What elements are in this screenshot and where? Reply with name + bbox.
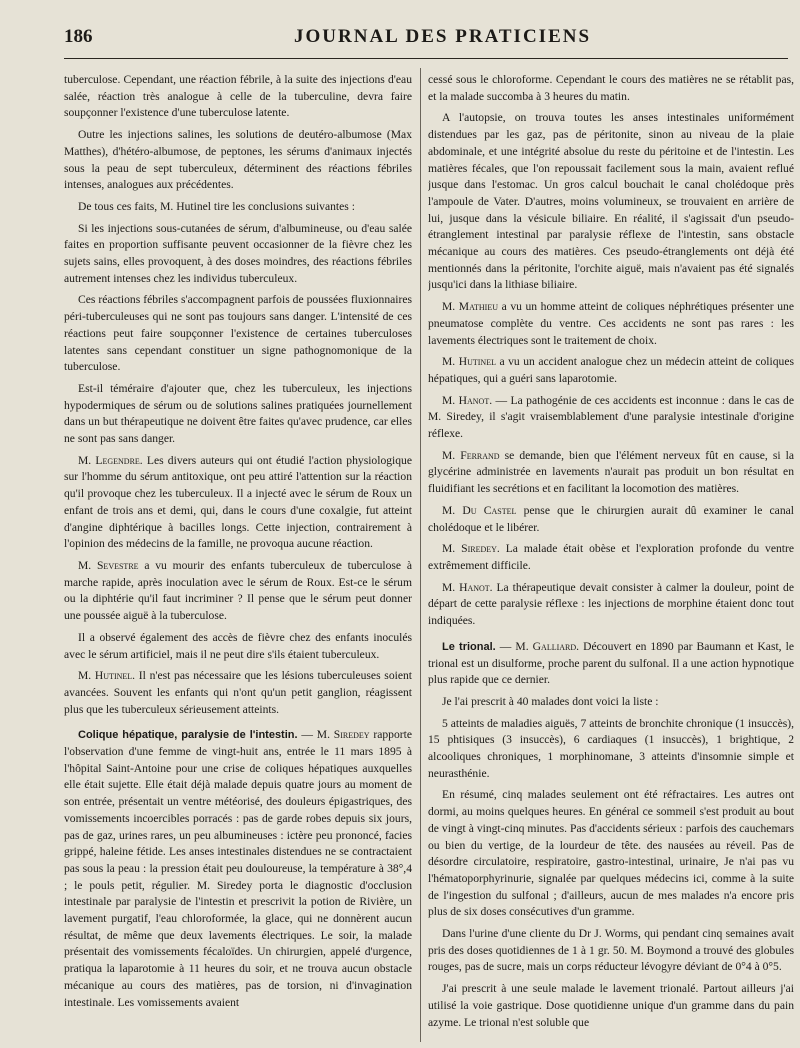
column-divider: [420, 68, 421, 1042]
speaker-name: M. Sevestre: [78, 558, 139, 572]
speaker-name: Galliard.: [532, 639, 580, 653]
paragraph-text: — La pathogénie de ces accidents est inconnue : dans le cas de M. Siredey, il s'agit vraisemblablement d'une paralysie intestinale d'origine réflexe.: [428, 393, 794, 441]
paragraph: En résumé, cinq malades seulement ont été réfractaires. Les autres ont dormi, au moins quelques heures. En général ce sommeil s'est produit au bout de vingt à vingt-cinq minutes. Pas d'accidents sérieux : parfois des cauchemars ou bien du vertige, de la lourdeur de tête. des nausées au réveil. Pas de désordre circulatoire, respiratoire, gastro-intestinal, urinaire, Je n'ai pas vu l'hématoporphyrinurie, signalée par quelques médecins ici, comme à la suite de l'ingestion du sulfonal ; d'ailleurs, aucun de mes malades n'a encore pris plus de six doses consécutives d'un gramme.: [428, 788, 794, 919]
paragraph: J'ai prescrit à une seule malade le lavement trionalé. Partout ailleurs j'ai utilisé la voie gastrique. Dose quotidienne unique d'un gramme dans du pain azyme. Le trional n'est soluble que: [428, 982, 794, 1029]
paragraph: Ces réactions fébriles s'accompagnent parfois de poussées fluxionnaires péri-tuberculeuses qui ne sont pas toujours sans danger. L'intensité de ces réactions peut faire soupçonner l'existence de certaines tuberculoses latentes sans cependant constituer un signe pathognomonique de la tuberculose.: [64, 293, 412, 374]
section-title: Colique hépatique, paralysie de l'intestin.: [78, 729, 298, 742]
paragraph: Dans l'urine d'une cliente du Dr J. Worms, qui pendant cinq semaines avait pris des doses quotidiennes de 1 à 1 gr. 50. M. Boymond a trouvé des globules rouges, pas de sucre, mais un corps réducteur lévogyre déviant de 0°4 à 0°5.: [428, 927, 794, 974]
paragraph: A l'autopsie, on trouva toutes les anses intestinales uniformément distendues par les gaz, pas de péritonite, sinon au niveau de la plaie abdominale, et une intégrité absolue du reste du péritoine et de l'intestin. Les matières fécales, que l'on repoussait facilement sous la main, avaient reflué jusque dans l'estomac. Un gros calcul bouchait le canal cholédoque près l'ampoule de Vater. D'autres, moins volumineux, se trouvaient en arrière de lui, jusque dans la vésicule biliaire. En réalité, il s'agissait d'un pseudo-étranglement intestinal par paralysie réflexe de l'intestin, sans obstacle mécanique au cours des matières. Ces pseudo-étranglements ont déjà été mentionnés dans la péritonite, l'orchite aiguë, mais n'avaient pas été signalés jusqu'ici dans la lithiase biliaire.: [428, 111, 794, 292]
paragraph-text: La malade était obèse et l'exploration profonde du ventre extrêmement difficile.: [428, 542, 794, 572]
paragraph-text: Les divers auteurs qui ont étudié l'action physiologique sur l'homme du sérum antitoxique, ont peu attiré l'attention sur la réaction qu'il provoque chez les tuberculeux. Il a injecté avec le sérum de Roux un enfant de trois ans et demi, qui, dans le cours d'une coxalgie, fut atteint d'angine diphtérique à bacilles longs. Cette injection, contrairement à l'opinion des médecins de la famille, ne provoqua aucune réaction.: [64, 453, 412, 551]
paragraph-text: Découvert en 1890 par Baumann et Kast, le trional est un disulforme, proche parent du sulfonal. Il a une action hypnotique plus rapide que ce dernier.: [428, 639, 794, 687]
paragraph: [428, 541, 794, 574]
paragraph: Je l'ai prescrit à 40 malades dont voici la liste :: [442, 694, 659, 708]
paragraph-text: se demande, bien que l'élément nerveux fût en cause, si la glycérine administrée en lavements n'aurait pas produit un bon résultat en fluidifiant les secrétions et en facilitant la locomotion des matières.: [428, 448, 794, 496]
speaker-name: M. Hanot.: [442, 580, 493, 594]
paragraph: [64, 453, 412, 553]
speaker-name: M. Du Castel: [442, 503, 517, 517]
paragraph: [64, 558, 412, 625]
speaker-name: Siredey: [333, 728, 370, 742]
paragraph: Est-il téméraire d'ajouter que, chez les tuberculeux, les injections hypodermiques de sérum ou de solutions salines pratiquées journellement dans un but thérapeutique ne doivent être faites qu'avec prudence, car elles ne sont pas sans danger.: [64, 381, 412, 446]
section-title: Le trional.: [442, 640, 496, 653]
paragraph: De tous ces faits, M. Hutinel tire les conclusions suivantes :: [78, 199, 355, 213]
left-column: [64, 72, 412, 1042]
paragraph-text: a vu un homme atteint de coliques néphrétiques présenter une pneumatose complète du ventre. Ces accidents ne sont pas rares : les lavements électriques sont le traitement de choix.: [428, 300, 794, 347]
page-header: [64, 24, 788, 59]
speaker-name: M. Siredey.: [442, 542, 500, 556]
page-number: 186: [64, 26, 93, 47]
paragraph: [64, 668, 412, 718]
paragraph-text: pense que le chirurgien aurait dû examiner le canal cholédoque et le libérer.: [428, 503, 794, 534]
paragraph-text: rapporte l'observation d'une femme de vingt-huit ans, entrée le 11 mars 1895 à l'hôpital Saint-Antoine pour une crise de coliques hépatiques auxquelles elle était sujette. Elle était déjà malade depuis quatre jours au moment de son entrée, présentait un ventre météorisé, des douleurs épigastriques, des vomissements incoercibles porracés : pas de garde robes depuis six jours, pas de gaz, urines rares, un peu albumineuses : ictère peu prononcé, facies grippé, haleine fétide. Les anses intestinales distendues ne se contractaient pas sous la peau : la pression était peu douloureuse, la température à 38°,4 ; le pouls petit, régulier. M. Siredey porta le diagnostic d'occlusion intestinale par paralysie de l'intestin et prescrivit la potion de Rivière, un lavement purgatif, l'eau chloroformée, la glace, qui ne donnèrent aucun résultat, de même que deux lavements électriques. Le soir, la malade présentait des vomissements fécaloïdes. Un chirurgien, appelé d'urgence, pratiqua la laparotomie à 11 heures du soir, et ne trouva aucun obstacle mécanique au cours des matières, pas de torsion, ni d'invagination intestinale. Les vomissements avaient: [64, 728, 412, 1009]
speaker-name: M. Hanot.: [442, 393, 493, 407]
speaker-name: M. Hutinel.: [78, 669, 136, 683]
speaker-name: M. Hutinel: [442, 355, 496, 369]
section-paragraph: [428, 639, 794, 689]
paragraph: Outre les injections salines, les solutions de deutéro-albumose (Max Matthes), d'hétéro-albumose, de peptones, les sérums d'animaux injectés sous la peau de sept tuberculeux, déterminent des réactions fébriles intenses, analogues aux précédentes.: [64, 128, 412, 192]
paragraph: [428, 448, 794, 498]
paragraph: [428, 354, 794, 387]
paragraph: cessé sous le chloroforme. Cependant le cours des matières ne se rétablit pas, et la malade succomba à 3 heures du matin.: [428, 73, 794, 103]
speaker-name: M. Mathieu: [442, 300, 498, 314]
paragraph-text: Il n'est pas nécessaire que les lésions tuberculeuses soient avancées. Souvent les enfants qui n'ont qu'un petit ganglion, réagissent plus que les tuberculeux sérieusement atteints.: [64, 669, 412, 716]
paragraph-text: a vu un accident analogue chez un médecin atteint de coliques hépatiques, qui a guéri sans laparotomie.: [428, 355, 794, 385]
paragraph: [428, 580, 794, 630]
speaker-name: M. Legendre.: [78, 453, 143, 467]
paragraph: tuberculose. Cependant, une réaction fébrile, à la suite des injections d'eau salée, réaction très analogue à celle de la tuberculine, devra faire soupçonner l'existence d'une tuberculose latente.: [64, 73, 412, 120]
journal-title: JOURNAL DES PRATICIENS: [294, 26, 592, 47]
paragraph: [428, 503, 794, 536]
section-dash: — M.: [297, 728, 334, 742]
paragraph: [428, 299, 794, 349]
speaker-name: M. Ferrand: [442, 448, 500, 462]
paragraph-text: a vu mourir des enfants tuberculeux de tuberculose à marche rapide, après inoculation avec le sérum de Roux. Est-ce le sérum ou la diphtérie qu'il faut incriminer ? Il pense que le sérum peut donner une poussée aiguë à la tuberculose.: [64, 558, 412, 623]
section-paragraph: [64, 727, 412, 1011]
paragraph-text: La thérapeutique devait consister à calmer la douleur, point de départ de cette paralysie réflexe : les injections de morphine étaient donc tout indiquées.: [428, 580, 794, 628]
paragraph: 5 atteints de maladies aiguës, 7 atteints de bronchite chronique (1 insuccès), 15 phtisiques (3 insuccès), 6 cardiaques (1 insuccès), 1 brightique, 2 alcooliques chroniques, 1 morphinomane, 3 atteints d'insomnie simple et neurasthénie.: [428, 716, 794, 780]
right-column: [428, 72, 794, 1042]
paragraph: Il a observé également des accès de fièvre chez des enfants inoculés avec le sérum artificiel, mais il ne peut dire s'ils étaient tuberculeux.: [64, 630, 412, 661]
paragraph: [428, 393, 794, 443]
paragraph: Si les injections sous-cutanées de sérum, d'albumineuse, ou d'eau salée faites en proportion suffisante peuvent occasionner de la fièvre chez les sujets sains, elles provoquent, à des doses moindres, des réactions fébriles autrement intenses chez les individus tuberculeux.: [64, 221, 412, 285]
section-dash: — M.: [495, 639, 533, 653]
